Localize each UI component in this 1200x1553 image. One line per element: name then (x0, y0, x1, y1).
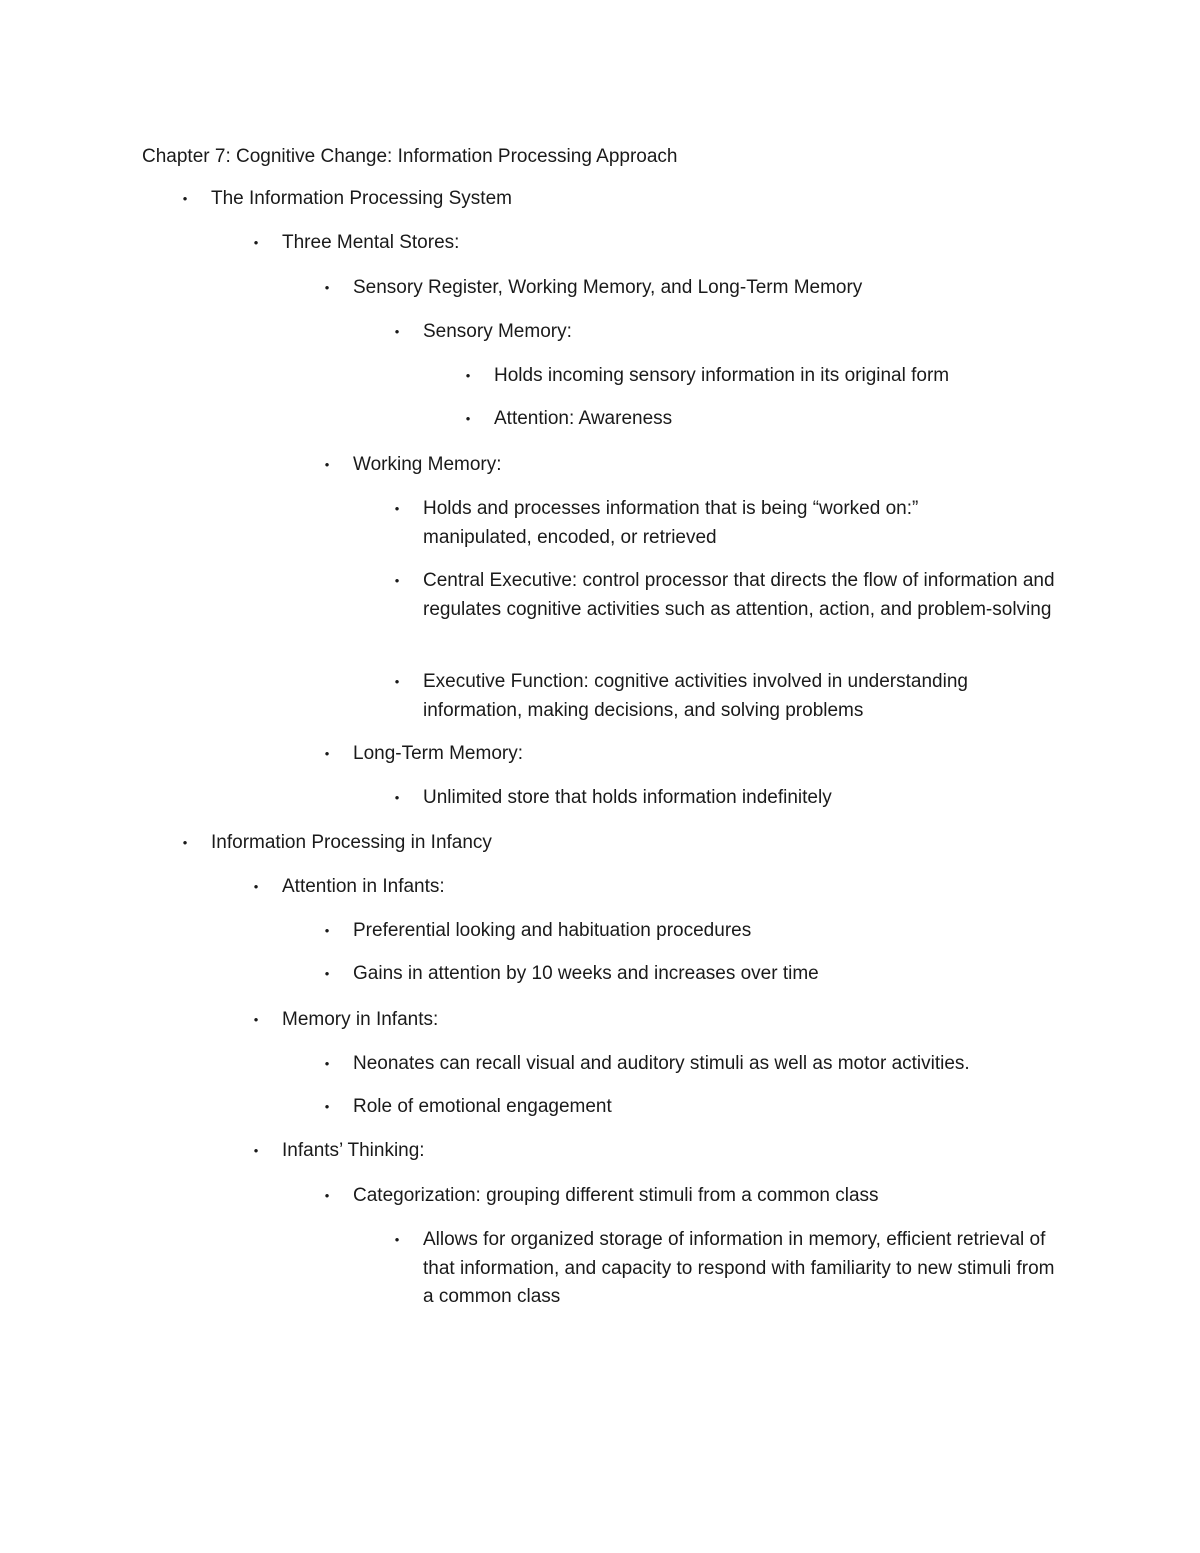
list-item-text: Holds and processes information that is being “worked on:” manipulated, encoded, or retrieved (423, 498, 919, 548)
list-item-text: Executive Function: cognitive activities involved in understanding information, making decisions, and solving problems (423, 671, 968, 721)
list-item-level-4 (394, 318, 1063, 347)
list-item-text: Working Memory: (353, 454, 502, 475)
bullet-icon: • (324, 1056, 330, 1071)
bullet-icon: • (253, 1012, 259, 1027)
list-item-level-1 (182, 829, 1111, 858)
bullet-icon: • (253, 879, 259, 894)
bullet-icon: • (394, 790, 400, 805)
document-title: Chapter 7: Cognitive Change: Information Processing Approach (142, 146, 678, 167)
bullet-icon: • (253, 1143, 259, 1158)
bullet-icon: • (324, 280, 330, 295)
bullet-icon: • (394, 324, 400, 339)
list-item-level-4 (394, 567, 1063, 624)
bullet-icon: • (182, 835, 188, 850)
bullet-icon: • (253, 235, 259, 250)
bullet-icon: • (182, 191, 188, 206)
list-item-level-2 (253, 1137, 1102, 1166)
bullet-icon: • (324, 966, 330, 981)
list-item-text: The Information Processing System (211, 188, 512, 209)
bullet-icon: • (324, 923, 330, 938)
list-item-level-3 (324, 960, 1073, 989)
list-item-text: Role of emotional engagement (353, 1096, 612, 1117)
bullet-icon: • (394, 573, 400, 588)
list-item-level-3 (324, 274, 1073, 303)
list-item-level-5 (465, 405, 1094, 434)
list-item-level-3 (324, 740, 1073, 769)
list-item-text: Memory in Infants: (282, 1009, 439, 1030)
list-item-text: Information Processing in Infancy (211, 832, 492, 853)
list-item-text: Attention: Awareness (494, 408, 673, 429)
list-item-text: Three Mental Stores: (282, 232, 460, 253)
bullet-icon: • (394, 1232, 400, 1247)
list-item-text: Neonates can recall visual and auditory stimuli as well as motor activities. (353, 1053, 970, 1074)
list-item-text: Attention in Infants: (282, 876, 445, 897)
list-item-text: Categorization: grouping different stimuli from a common class (353, 1185, 879, 1206)
list-item-level-4 (394, 784, 1063, 813)
list-item-level-3 (324, 451, 1073, 480)
list-item-level-5 (465, 362, 1094, 391)
list-item-level-2 (253, 229, 1102, 258)
bullet-icon: • (324, 457, 330, 472)
bullet-icon: • (324, 746, 330, 761)
list-item-text: Central Executive: control processor that directs the flow of information and regulates cognitive activities such as attention, action, and problem-solving (423, 570, 1055, 620)
bullet-icon: • (324, 1099, 330, 1114)
list-item-text: Preferential looking and habituation procedures (353, 920, 752, 941)
list-item-level-1 (182, 185, 1111, 214)
list-item-text: Gains in attention by 10 weeks and increases over time (353, 963, 819, 984)
list-item-level-2 (253, 873, 1102, 902)
list-item-text: Sensory Register, Working Memory, and Long-Term Memory (353, 277, 863, 298)
bullet-icon: • (394, 674, 400, 689)
list-item-level-2 (253, 1006, 1102, 1035)
bullet-icon: • (465, 411, 471, 426)
list-item-text: Allows for organized storage of information in memory, efficient retrieval of that information, and capacity to respond with familiarity to new stimuli from a common class (423, 1229, 1055, 1307)
list-item-level-3 (324, 1050, 1073, 1079)
list-item-level-4 (394, 495, 953, 552)
bullet-icon: • (465, 368, 471, 383)
list-item-text: Infants’ Thinking: (282, 1140, 425, 1161)
list-item-text: Holds incoming sensory information in its original form (494, 365, 950, 386)
list-item-text: Sensory Memory: (423, 321, 572, 342)
list-item-level-4 (394, 1226, 1063, 1312)
list-item-text: Long-Term Memory: (353, 743, 523, 764)
list-item-level-4 (394, 668, 1013, 725)
list-item-level-3 (324, 917, 1073, 946)
bullet-icon: • (324, 1188, 330, 1203)
list-item-level-3 (324, 1182, 1073, 1211)
list-item-level-3 (324, 1093, 1073, 1122)
bullet-icon: • (394, 501, 400, 516)
list-item-text: Unlimited store that holds information indefinitely (423, 787, 832, 808)
